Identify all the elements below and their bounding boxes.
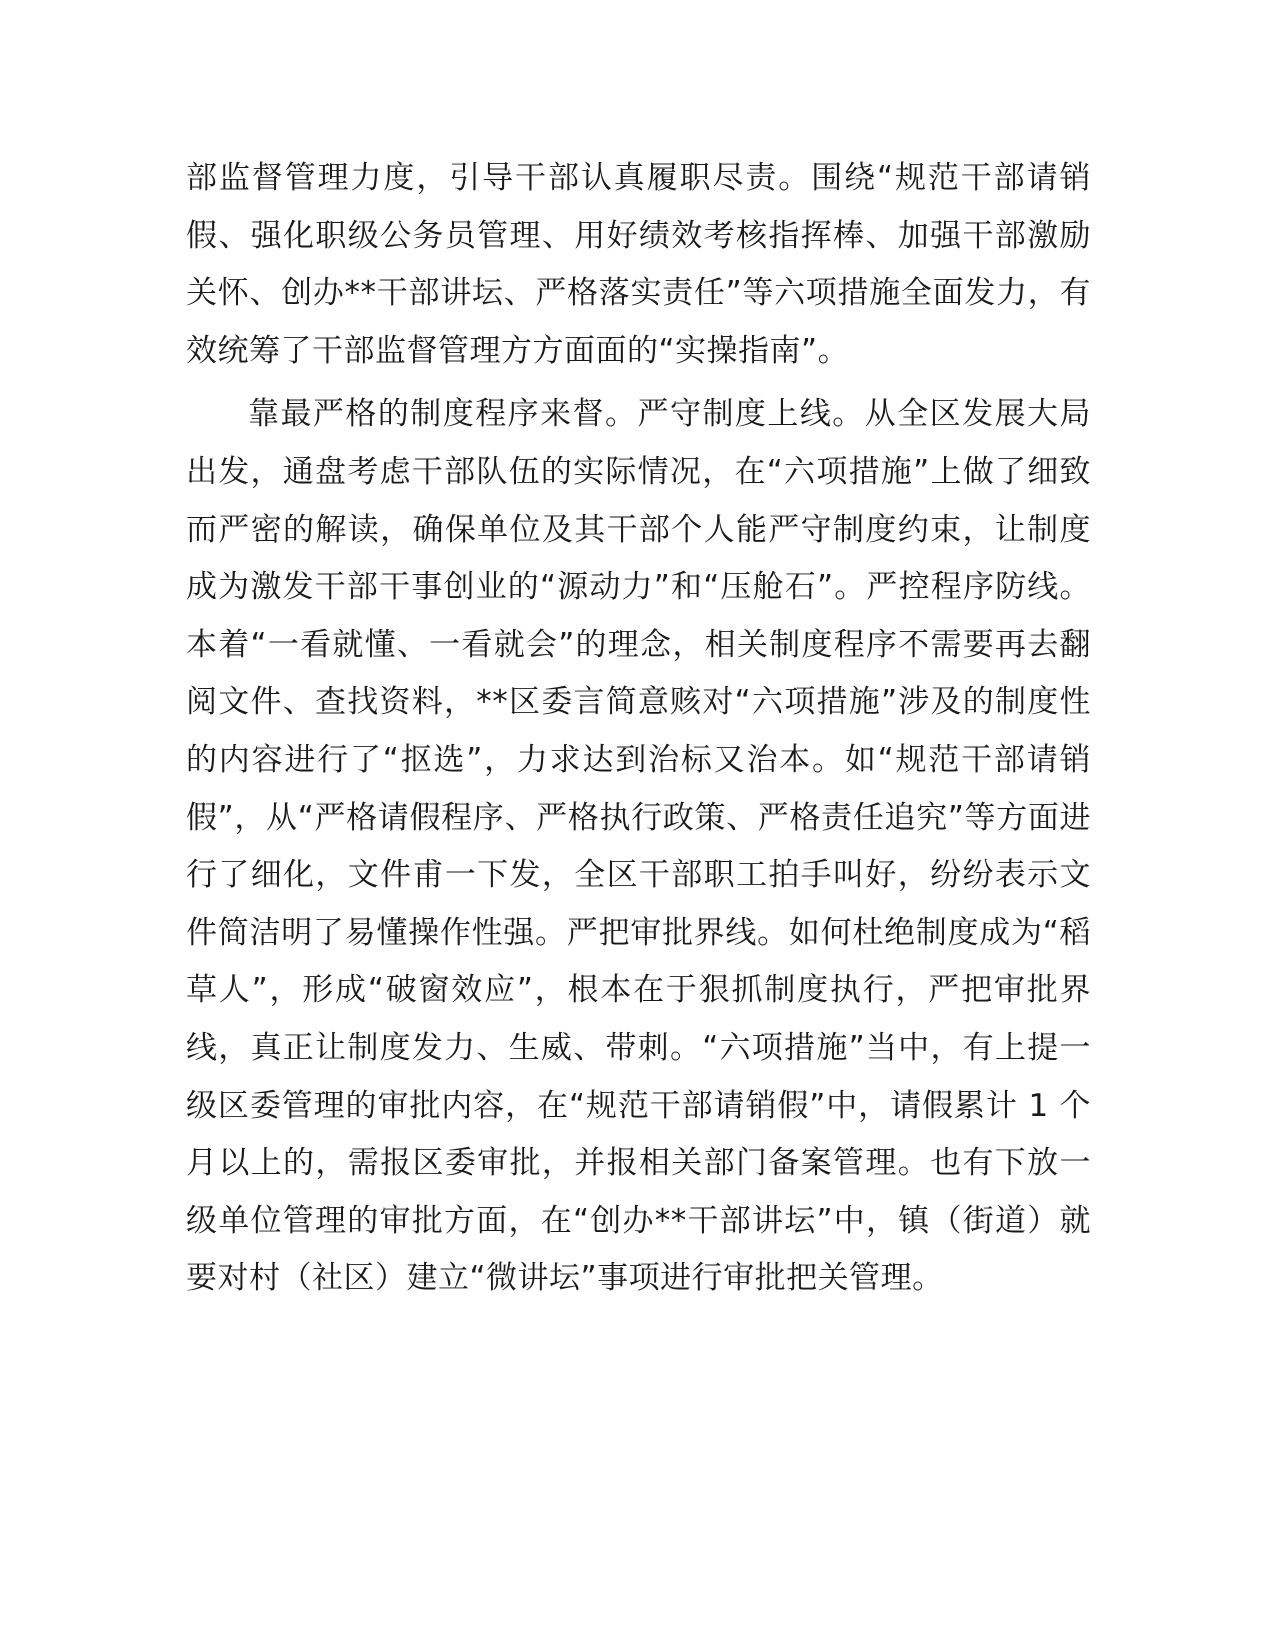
paragraph-continued: 部监督管理力度，引导干部认真履职尽责。围绕“规范干部请销假、强化职级公务员管理、用好绩效考核指挥棒、加强干部激励关怀、创办**干部讲坛、严格落实责任”等六项措施全面发力，有效统筹了干部监督管理方方面面的“实操指南”。: [186, 160, 1091, 369]
paragraph-system-procedure: 靠最严格的制度程序来督。严守制度上线。从全区发展大局出发，通盘考虑干部队伍的实际情况，在“六项措施”上做了细致而严密的解读，确保单位及其干部个人能严守制度约束，让制度成为激发干部干事创业的“源动力”和“压舱石”。严控程序防线。本着“一看就懂、一看就会”的理念，相关制度程序不需要再去翻阅文件、查找资料，**区委言简意赅对“六项措施”涉及的制度性的内容进行了“抠选”，力求达到治标又治本。如“规范干部请销假”，从“严格请假程序、严格执行政策、严格责任追究”等方面进行了细化，文件甫一下发，全区干部职工拍手叫好，纷纷表示文件简洁明了易懂操作性强。严把审批界线。如何杜绝制度成为“稻草人”，形成“破窗效应”，根本在于狠抓制度执行，严把审批界线，真正让制度发力、生威、带刺。“六项措施”当中，有上提一级区委管理的审批内容，在“规范干部请销假”中，请假累计 1 个月以上的，需报区委审批，并报相关部门备案管理。也有下放一级单位管理的审批方面，在“创办**干部讲坛”中，镇（街道）就要对村（社区）建立“微讲坛”事项进行审批把关管理。: [186, 396, 1091, 1297]
document-body: [186, 150, 1091, 1308]
